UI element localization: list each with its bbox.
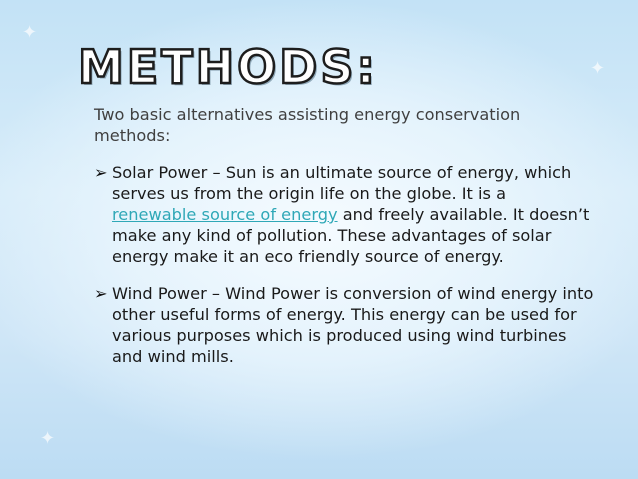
bullet-wind-power bbox=[94, 283, 594, 367]
star-decoration-icon: ✦ bbox=[22, 22, 38, 43]
bullet-solar-power bbox=[94, 162, 594, 267]
arrow-bullet-icon: ➢ bbox=[94, 163, 108, 182]
renewable-energy-link[interactable]: renewable source of energy bbox=[112, 205, 338, 224]
intro-text: Two basic alternatives assisting energy conservation methods: bbox=[94, 105, 521, 145]
wind-text: Wind Power – Wind Power is conversion of wind energy into other useful forms of energy. This energy can be used for various purposes which is produced using wind turbines and wind mills. bbox=[112, 284, 594, 366]
star-decoration-icon: ✦ bbox=[40, 428, 56, 449]
arrow-bullet-icon: ➢ bbox=[94, 284, 108, 303]
slide-body bbox=[94, 104, 594, 383]
solar-text-end: and freely available. It doesn’t make any kind of pollution. These advantages of solar energy make it an eco friendly source of energy. bbox=[112, 205, 590, 266]
star-decoration-icon: ✦ bbox=[590, 58, 606, 79]
slide-title: METHODS: bbox=[78, 40, 378, 94]
solar-text-start: Solar Power – Sun is an ultimate source of energy, which serves us from the origin life on the globe. It is a bbox=[112, 163, 572, 203]
